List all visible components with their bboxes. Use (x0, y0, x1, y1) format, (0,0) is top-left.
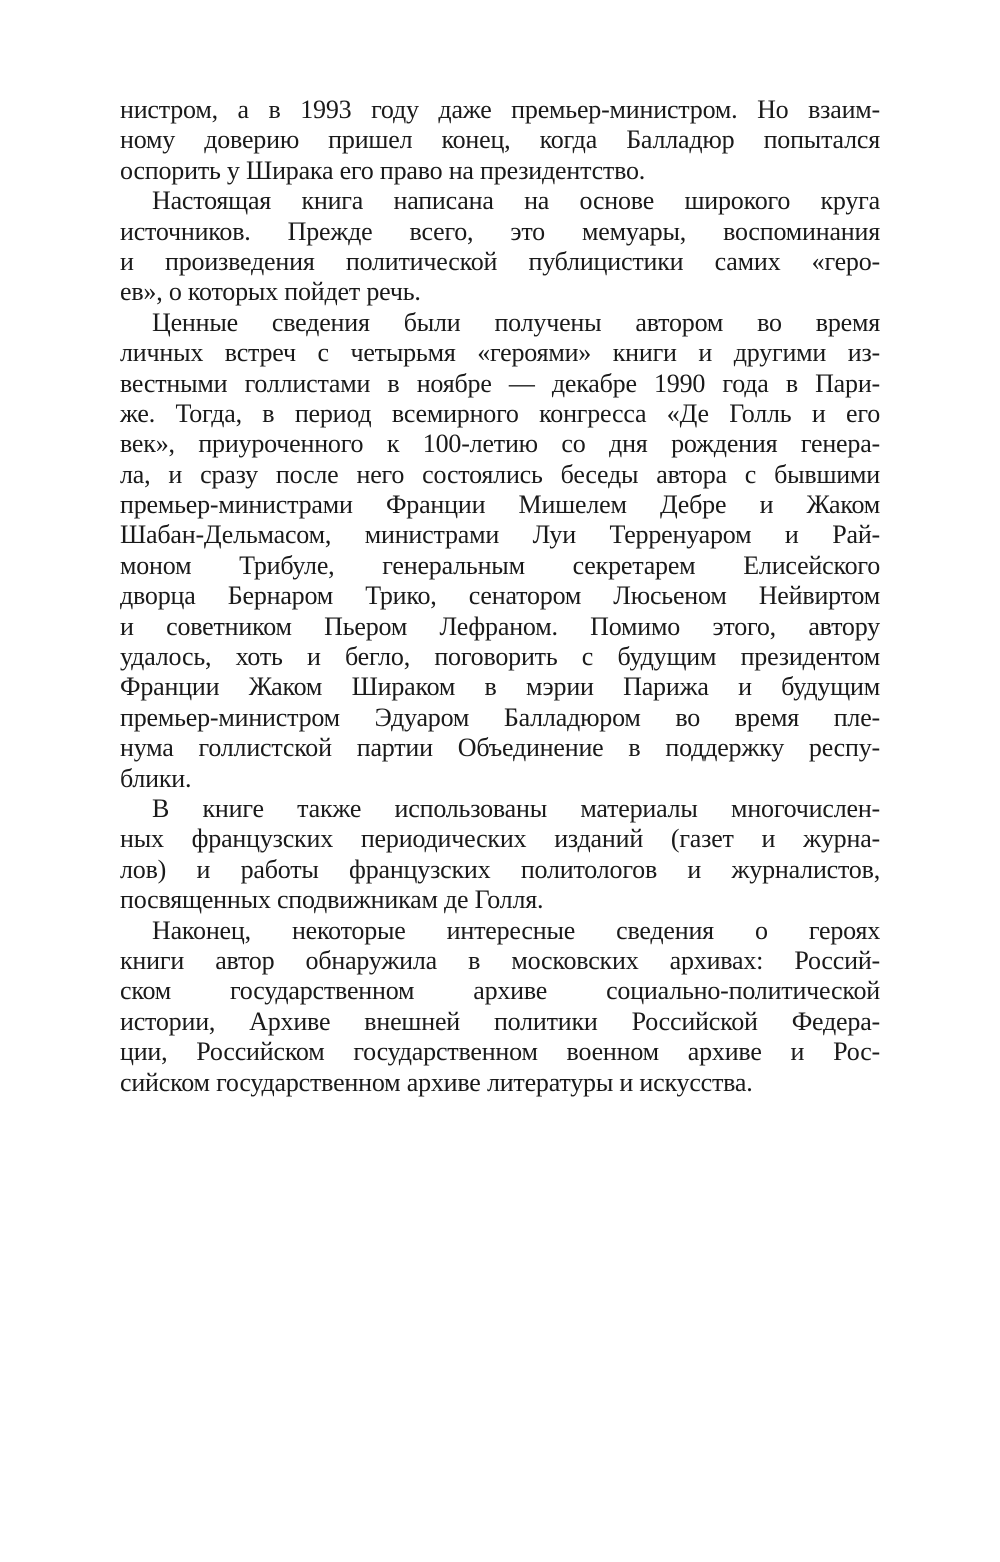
text-line: Франции Жаком Шираком в мэрии Парижа и будущим (120, 672, 880, 702)
text-line: книги автор обнаружила в московских архивах: Россий- (120, 945, 880, 975)
text-line: Ценные сведения были получены автором во время (152, 307, 880, 337)
text-line: нума голлистской партии Объединение в поддержку респу- (120, 733, 880, 763)
text-line: Шабан-Дельмасом, министрами Луи Терренуаром и Рай- (120, 520, 880, 550)
text-line: вестными голлистами в ноябре — декабре 1990 года в Пари- (120, 368, 880, 398)
text-line: дворца Бернаром Трико, сенатором Люсьеном Нейвиртом (120, 581, 880, 611)
text-line: лов) и работы французских политологов и журналистов, (120, 854, 880, 884)
paragraph (120, 916, 880, 1098)
text-line: и советником Пьером Лефраном. Помимо этого, автору (120, 611, 880, 641)
text-line: личных встреч с четырьмя «героями» книги и другими из- (120, 338, 880, 368)
text-line: моном Трибуле, генеральным секретарем Елисейского (120, 550, 880, 580)
text-line: ла, и сразу после него состоялись беседы автора с бывшими (120, 459, 880, 489)
text-line: же. Тогда, в период всемирного конгресса «Де Голль и его (120, 398, 880, 428)
text-line: сийском государственном архиве литературы и искусства. (120, 1067, 753, 1097)
text-line: блики. (120, 763, 192, 793)
text-line: и произведения политической публицистики самих «геро- (120, 246, 880, 276)
text-line: удалось, хоть и бегло, поговорить с будущим президентом (120, 642, 880, 672)
text-line: источников. Прежде всего, это мемуары, воспоминания (120, 216, 880, 246)
text-line: ском государственном архиве социально-политической (120, 976, 880, 1006)
text-line: век», приуроченного к 100-летию со дня рождения генера- (120, 429, 880, 459)
text-line: ции, Российском государственном военном архиве и Рос- (120, 1037, 880, 1067)
text-line: посвященных сподвижникам де Голля. (120, 885, 544, 915)
paragraph (120, 186, 880, 308)
text-line: Настоящая книга написана на основе широкого круга (152, 186, 880, 216)
text-line: В книге также использованы материалы многочислен- (152, 793, 880, 823)
page-body-text (120, 95, 880, 1098)
text-line: нистром, а в 1993 году даже премьер-министром. Но взаим- (120, 95, 880, 124)
paragraph (120, 794, 880, 916)
text-line: оспорить у Ширака его право на президентство. (120, 155, 646, 185)
paragraph (120, 95, 880, 186)
text-line: премьер-министром Эдуаром Балладюром во время пле- (120, 702, 880, 732)
text-line: ев», о которых пойдет речь. (120, 277, 421, 307)
paragraph (120, 308, 880, 794)
text-line: премьер-министрами Франции Мишелем Дебре и Жаком (120, 490, 880, 520)
text-line: истории, Архиве внешней политики Российской Федера- (120, 1006, 880, 1036)
text-line: ных французских периодических изданий (газет и журна- (120, 824, 880, 854)
text-line: ному доверию пришел конец, когда Балладюр попытался (120, 125, 880, 155)
text-line: Наконец, некоторые интересные сведения о героях (152, 915, 880, 945)
